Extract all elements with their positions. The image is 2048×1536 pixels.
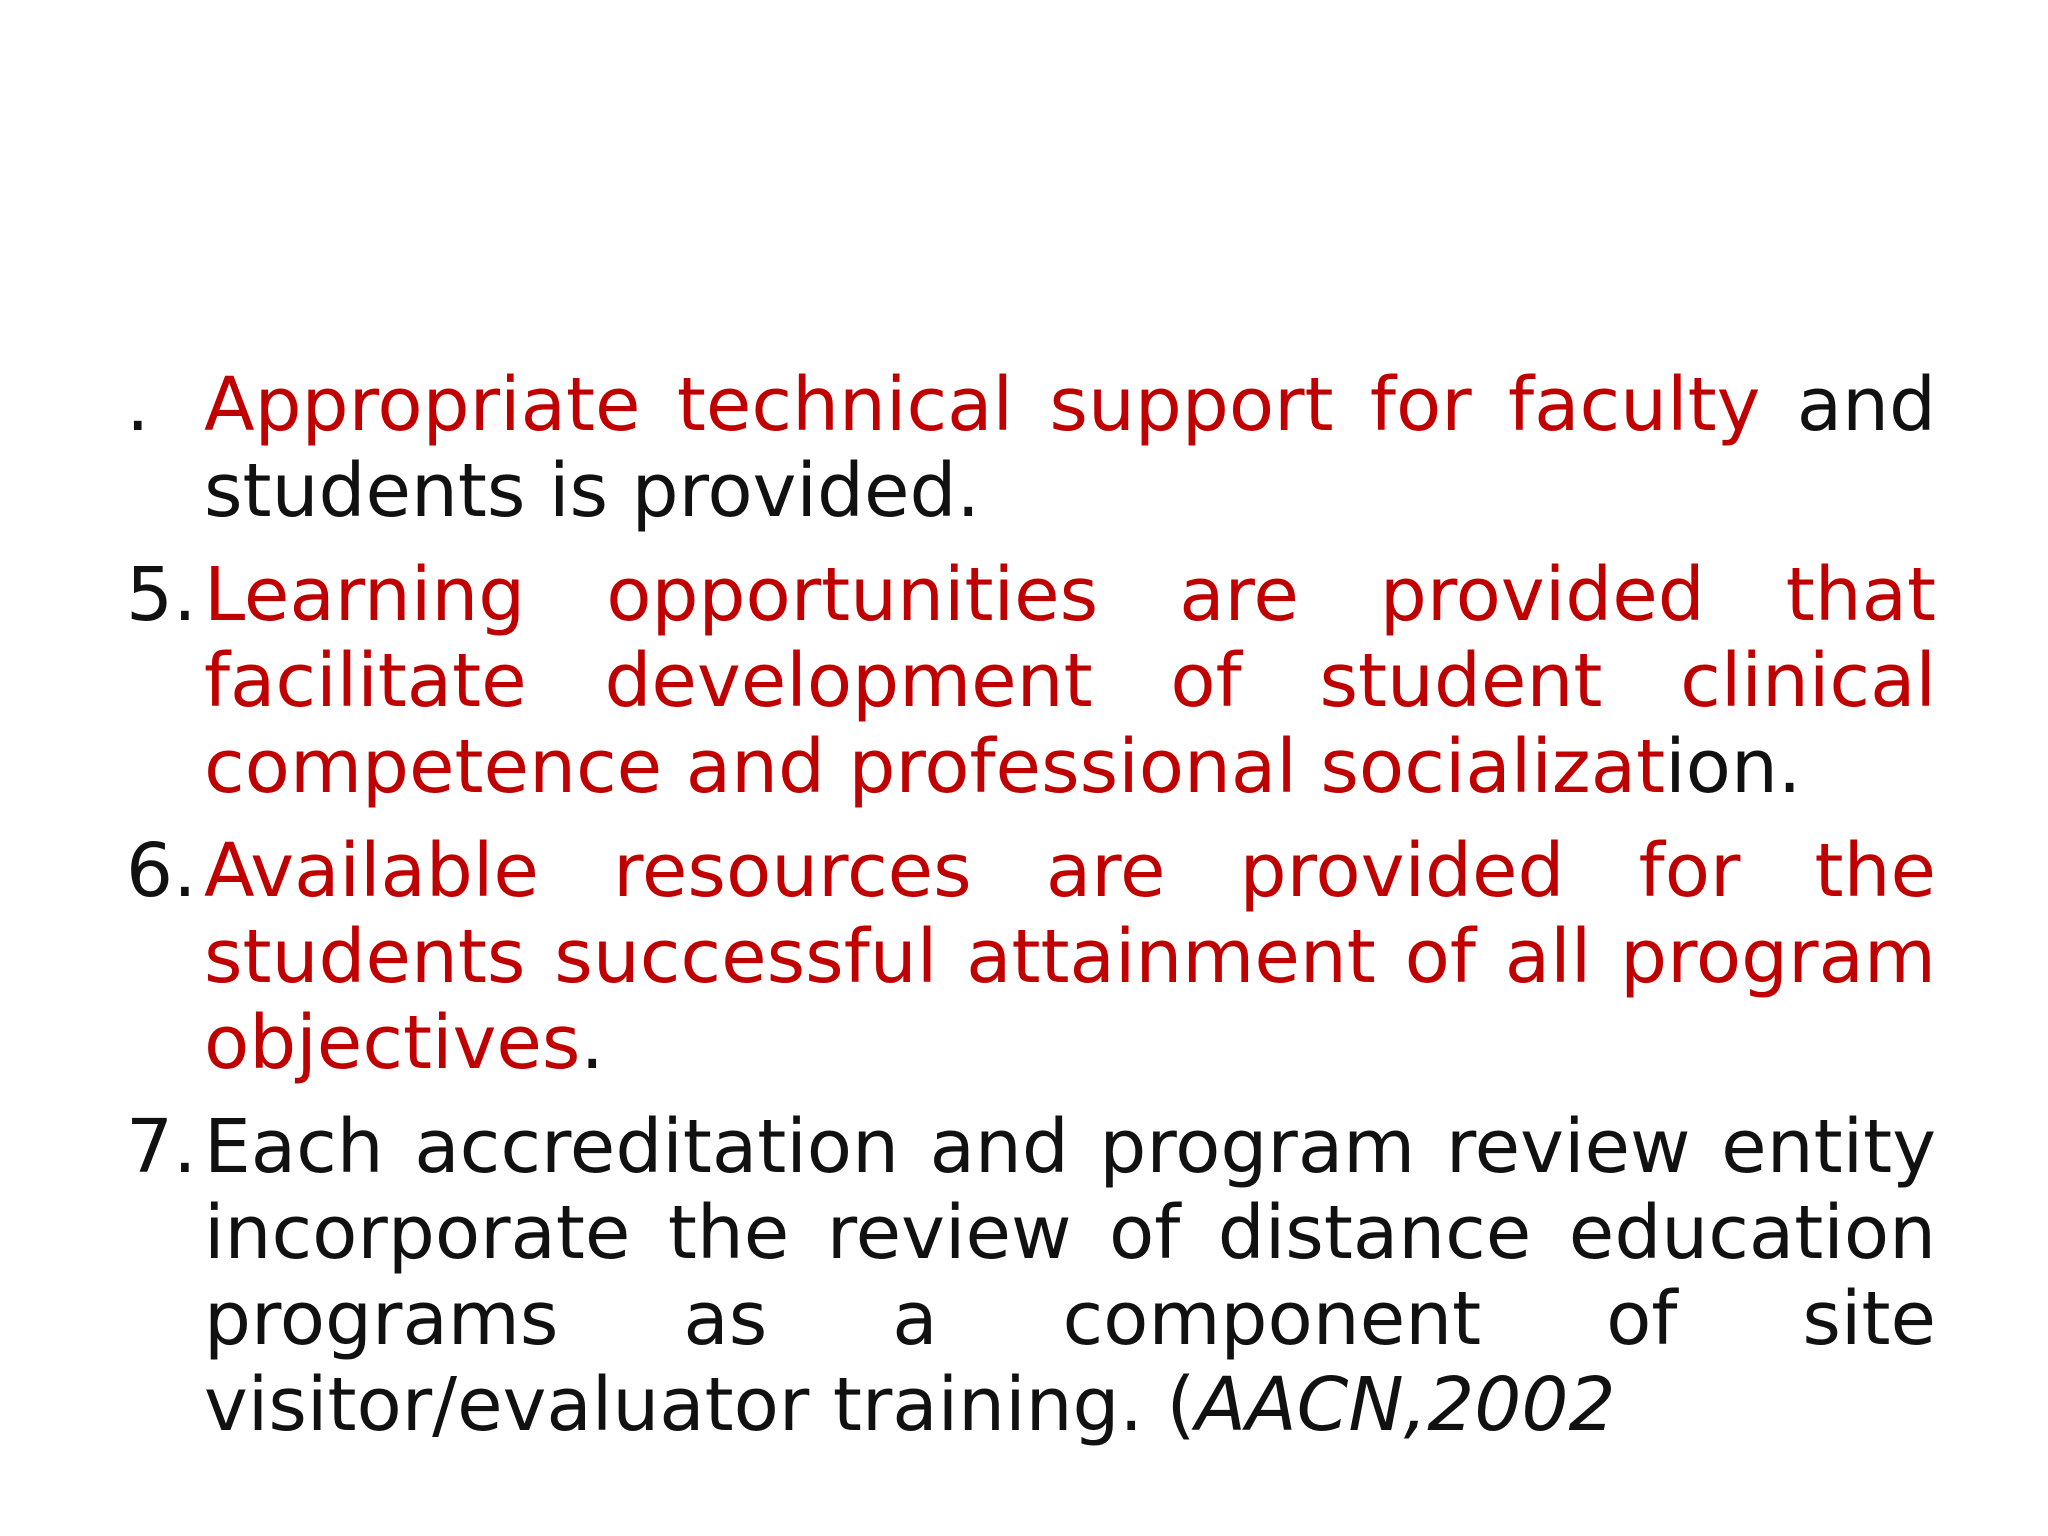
list-item-6: [126, 828, 1936, 1086]
citation-text: AACN,2002: [1195, 1362, 1616, 1448]
plain-text: and students is provided.: [204, 362, 1937, 534]
slide-body: [126, 362, 1936, 1466]
list-marker: 5.: [126, 552, 197, 638]
plain-text: ion.: [1665, 724, 1802, 810]
list-item-7: [126, 1104, 1936, 1448]
plain-text: .: [580, 1000, 604, 1086]
list-marker: .: [126, 362, 150, 448]
plain-text: Each accreditation and program review entity incorporate the review of distance education programs as a component of site visitor/evaluator training. (: [204, 1104, 1936, 1448]
list-marker: 7.: [126, 1104, 197, 1190]
list-marker: 6.: [126, 828, 197, 914]
highlighted-text: Available resources are provided for the students successful attainment of all program objectives: [204, 828, 1936, 1086]
list-item-5: [126, 552, 1936, 810]
highlighted-text: Appropriate technical support for faculty: [204, 362, 1761, 448]
list-item-4: [126, 362, 1936, 534]
highlighted-text: Learning opportunities are provided that facilitate development of student clinical competence and professional socializat: [204, 552, 1936, 810]
